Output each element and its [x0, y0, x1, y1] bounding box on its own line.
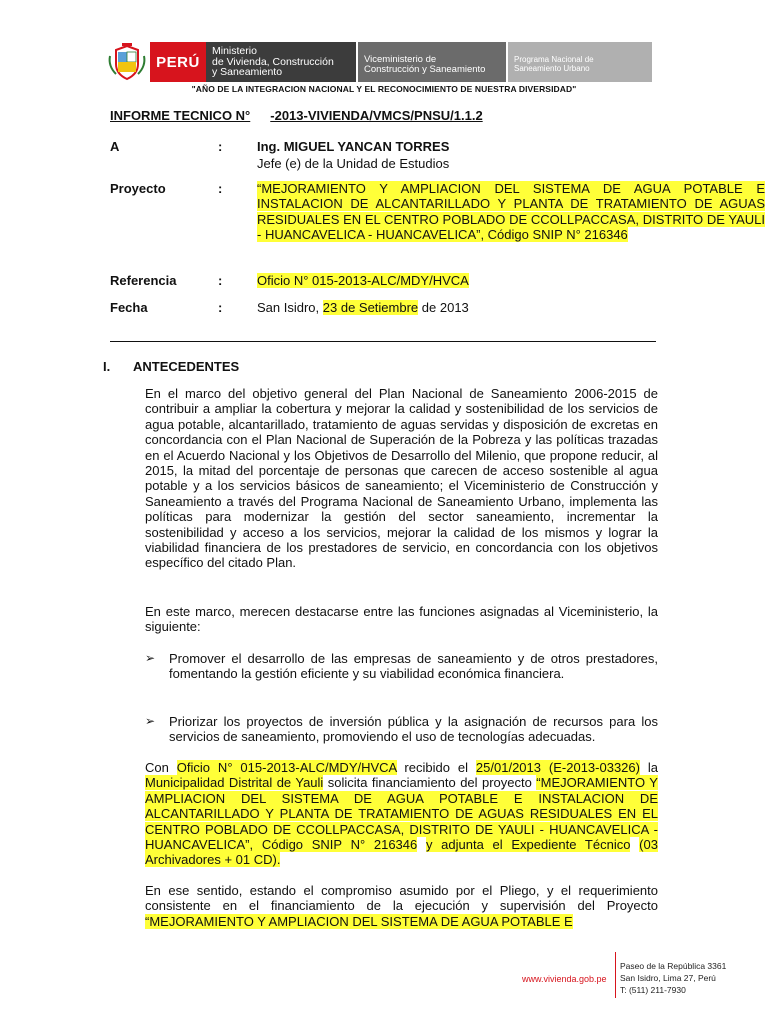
project-title: “MEJORAMIENTO Y AMPLIACION DEL SISTEMA DE AGUA POTABLE E INSTALACION DE ALCANTARILLADO Y PLANTA DE TRATAMIENTO DE AGUAS RESIDUALES EN EL CENTRO POBLADO DE CCOLLPACCASA, DISTRITO DE YAULI - HUANCAVELICA - HUANCAVELICA”, Código SNIP N° 216346	[257, 181, 765, 243]
p3-date: 25/01/2013 (E-2013-03326)	[475, 760, 640, 775]
p3-municipality: Municipalidad Distrital de Yauli	[145, 775, 324, 791]
field-proyecto-colon: :	[218, 181, 223, 196]
program-name	[508, 42, 652, 82]
paragraph-3	[145, 760, 658, 868]
bullet-item-1	[145, 651, 658, 682]
footer-address	[620, 960, 726, 996]
p4-project: “MEJORAMIENTO Y AMPLIACION DEL SISTEMA DE AGUA POTABLE E	[145, 913, 573, 929]
p3-text-a: Con	[145, 760, 177, 775]
fecha-year: de 2013	[418, 300, 469, 315]
footer-divider	[615, 952, 616, 998]
paragraph-4	[145, 883, 658, 929]
peru-label: PERÚ	[156, 53, 200, 71]
footer-website-link[interactable]: www.vivienda.gob.pe	[522, 974, 607, 984]
bullet-arrow-icon: ➢	[145, 714, 156, 728]
p3-text-d: solicita financiamiento del proyecto	[323, 775, 537, 791]
address-line-2: San Isidro, Lima 27, Perú	[620, 973, 716, 983]
section-heading	[103, 359, 239, 374]
program-line-2: Saneamiento Urbano	[514, 64, 590, 73]
recipient-role: Jefe (e) de la Unidad de Estudios	[257, 156, 450, 171]
field-a-label: A	[110, 139, 120, 154]
phone-line: T: (511) 211-7930	[620, 985, 686, 995]
viceministry-name	[358, 42, 508, 82]
vice-line-1: Viceministerio de	[364, 54, 437, 65]
reference-oficio: Oficio N° 015-2013-ALC/MDY/HVCA	[257, 273, 469, 288]
recipient-name: Ing. MIGUEL YANCAN TORRES	[257, 139, 450, 154]
informe-heading	[110, 108, 483, 123]
header-divider	[110, 341, 656, 342]
field-referencia-label: Referencia	[110, 273, 177, 288]
bullet-arrow-icon: ➢	[145, 651, 156, 665]
p3-text-c: la	[639, 760, 659, 775]
fecha-date: 23 de Setiembre	[322, 300, 419, 315]
ministry-line-2: de Vivienda, Construcción	[212, 55, 334, 68]
address-line-1: Paseo de la República 3361	[620, 961, 727, 971]
paragraph-1: En el marco del objetivo general del Plan Nacional de Saneamiento 2006-2015 de contribuir a ampliar la cobertura y mejorar la calidad y sostenibilidad de los servicios de agua potable, alcantarillado, tratamiento de aguas servidas y disposición de excretas en concordancia con el Plan Nacional de Superación de la Pobreza y las políticas trazadas en el Acuerdo Nacional y los Objetivos de Desarrollo del Milenio, que propone reducir, al 2015, la mitad del porcentaje de personas que carecen de acceso sostenible al agua potable y a los servicios básicos de saneamiento; el Viceministerio de Construcción y Saneamiento a través del Programa Nacional de Saneamiento Urbano, implementa las políticas para modernizar la gestión del sector saneamiento, incrementar la sostenibilidad y acceso a los servicios, mejorar la calidad de los mismos y lograr la viabilidad financiera de los prestadores de servicio, en concordancia con los objetivos específico del citado Plan.	[145, 386, 658, 571]
section-title: ANTECEDENTES	[133, 359, 240, 374]
peru-brand	[150, 42, 206, 82]
informe-code: -2013-VIVIENDA/VMCS/PNSU/1.1.2	[270, 108, 483, 123]
ministry-name	[206, 42, 358, 82]
field-fecha-label: Fecha	[110, 300, 148, 315]
p3-text-b: recibido el	[396, 760, 476, 775]
p3-files: (03 Archivadores + 01 CD).	[145, 837, 658, 868]
field-proyecto-value	[257, 181, 765, 243]
p3-project: “MEJORAMIENTO Y AMPLIACION DEL SISTEMA DE AGUA POTABLE E INSTALACION DE ALCANTARILLADO Y PLANTA DE TRATAMIENTO DE AGUAS RESIDUALES EN EL CENTRO POBLADO DE CCOLLPACCASA, DISTRITO DE YAULI - HUANCAVELICA - HUANCAVELICA”, Código SNIP N° 216346	[145, 775, 658, 853]
bullet-2-text: Priorizar los proyectos de inversión pública y la asignación de recursos para los servicios de saneamiento, promoviendo el uso de tecnologías adecuadas.	[169, 714, 658, 745]
field-a-value	[257, 139, 765, 171]
vice-line-2: Construcción y Saneamiento	[364, 64, 486, 75]
coat-of-arms-icon	[104, 42, 150, 82]
bullet-1-text: Promover el desarrollo de las empresas de saneamiento y de otros prestadores, fomentando la gestión eficiente y su viabilidad económica financiera.	[169, 651, 658, 682]
p3-text-e	[417, 837, 426, 852]
field-referencia-colon: :	[218, 273, 223, 288]
field-a-colon: :	[218, 139, 223, 154]
field-fecha-colon: :	[218, 300, 223, 315]
paragraph-2: En este marco, merecen destacarse entre las funciones asignadas al Viceministerio, la siguiente:	[145, 604, 658, 635]
ministry-line-1: Ministerio	[212, 45, 257, 57]
p3-oficio: Oficio N° 015-2013-ALC/MDY/HVCA	[176, 760, 397, 775]
field-fecha-value	[257, 300, 765, 315]
section-number: I.	[103, 359, 111, 374]
program-line-1: Programa Nacional de	[514, 55, 594, 64]
p3-text-f	[630, 837, 639, 852]
bullet-item-2	[145, 714, 658, 745]
p4-text-a: En ese sentido, estando el compromiso asumido por el Pliego, y el requerimiento consistente en el financiamiento de la ejecución y supervisión del Proyecto	[145, 883, 658, 914]
fecha-place: San Isidro,	[257, 300, 323, 315]
field-referencia-value	[257, 273, 765, 288]
informe-label: INFORME TECNICO N°	[110, 108, 251, 123]
p3-adjunta: y adjunta el Expediente Técnico	[425, 837, 631, 853]
ministry-line-3: y Saneamiento	[212, 66, 283, 78]
field-proyecto-label: Proyecto	[110, 181, 166, 196]
ministry-banner	[104, 42, 652, 82]
year-motto: "AÑO DE LA INTEGRACION NACIONAL Y EL RECONOCIMIENTO DE NUESTRA DIVERSIDAD"	[191, 84, 577, 94]
